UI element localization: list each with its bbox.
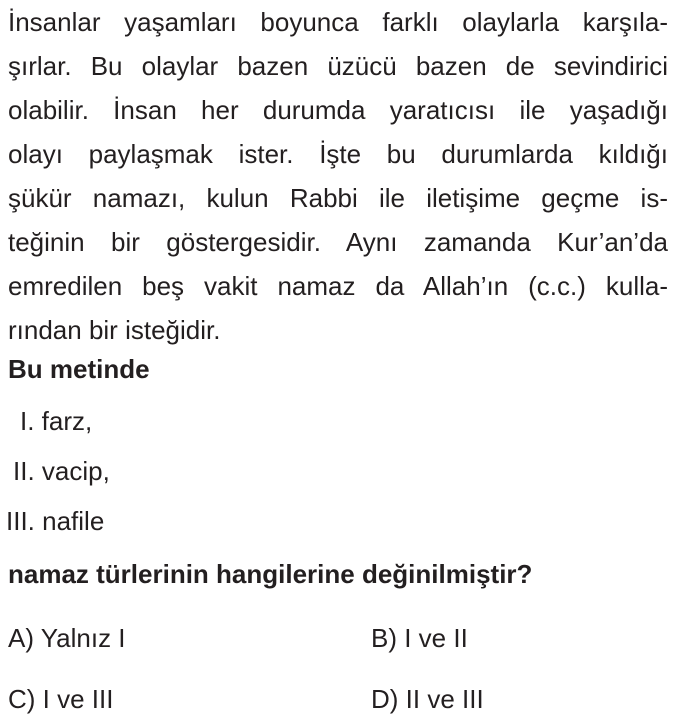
answer-option-a[interactable]: A) Yalnız I: [8, 623, 126, 653]
question-stem: Bu metinde: [8, 354, 150, 384]
question-text: namaz türlerinin hangilerine değinilmiştir?: [8, 559, 533, 589]
passage-line: rından bir isteğidir.: [8, 315, 221, 345]
numbered-item-2: II. vacip,: [13, 456, 110, 486]
numbered-item-3: III. nafile: [6, 506, 105, 536]
answer-option-d[interactable]: D) II ve III: [371, 684, 484, 714]
answer-option-c[interactable]: C) I ve III: [8, 684, 114, 714]
passage-line: olabilir. İnsan her durumda yaratıcısı ile yaşadığı: [8, 95, 668, 125]
passage-line: emredilen beş vakit namaz da Allah’ın (c.c.) kulla-: [8, 271, 668, 301]
answer-option-b[interactable]: B) I ve II: [371, 623, 468, 653]
passage-line: şırlar. Bu olaylar bazen üzücü bazen de sevindirici: [8, 51, 668, 81]
numbered-item-1: I. farz,: [20, 406, 93, 436]
passage-line: olayı paylaşmak ister. İşte bu durumlarda kıldığı: [8, 139, 668, 169]
passage-line: teğinin bir göstergesidir. Aynı zamanda Kur’an’da: [8, 227, 668, 257]
passage-line: İnsanlar yaşamları boyunca farklı olaylarla karşıla-: [8, 7, 668, 37]
question-passage: [8, 0, 668, 352]
passage-line: şükür namazı, kulun Rabbi ile iletişime geçme is-: [8, 183, 668, 213]
